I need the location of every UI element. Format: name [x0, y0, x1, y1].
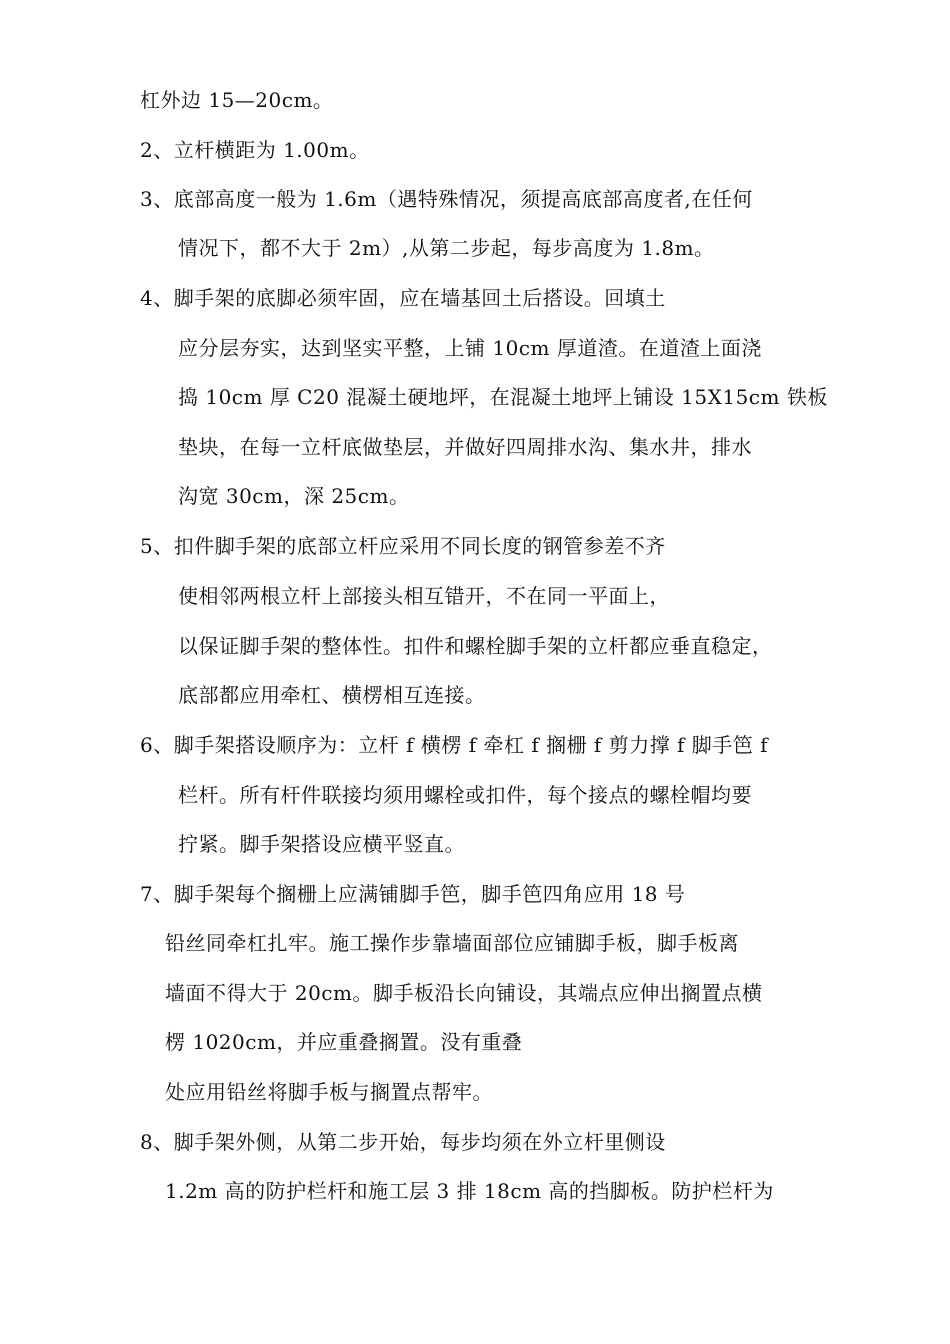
text-line: 以保证脚手架的整体性。扣件和螺栓脚手架的立杆都应垂直稳定，	[178, 634, 773, 658]
text-line: 处应用铅丝将脚手板与搁置点帮牢。	[165, 1080, 493, 1104]
text-line: 应分层夯实，达到坚实平整，上铺 10cm 厚道渣。在道渣上面浇	[178, 336, 762, 360]
text-line: 3、底部高度一般为 1.6m（遇特殊情况，须提高底部高度者,在任何	[140, 187, 753, 211]
text-line: 拧紧。脚手架搭设应横平竖直。	[178, 832, 465, 856]
text-line: 8、脚手架外侧，从第二步开始，每步均须在外立杆里侧设	[140, 1130, 666, 1154]
text-line: 4、脚手架的底脚必须牢固，应在墙基回土后搭设。回填土	[140, 286, 666, 310]
text-line: 6、脚手架搭设顺序为：立杆 f 横楞 f 牵杠 f 搁栅 f 剪力撑 f 脚手笆 f	[140, 733, 769, 757]
text-line: 使相邻两根立杆上部接头相互错开，不在同一平面上，	[178, 584, 670, 608]
text-line: 铅丝同牵杠扎牢。施工操作步靠墙面部位应铺脚手板，脚手板离	[165, 931, 739, 955]
text-line: 2、立杆横距为 1.00m。	[140, 138, 370, 162]
text-line: 沟宽 30cm，深 25cm。	[178, 484, 410, 508]
text-line: 捣 10cm 厚 C20 混凝土硬地坪，在混凝土地坪上铺设 15X15cm 铁板	[178, 385, 828, 409]
text-line: 5、扣件脚手架的底部立杆应采用不同长度的钢管参差不齐	[140, 534, 666, 558]
text-line: 7、脚手架每个搁栅上应满铺脚手笆，脚手笆四角应用 18 号	[140, 882, 686, 906]
text-line: 垫块，在每一立杆底做垫层，并做好四周排水沟、集水井，排水	[178, 435, 752, 459]
text-line: 情况下，都不大于 2m）,从第二步起，每步高度为 1.8m。	[178, 236, 715, 260]
text-line: 栏杆。所有杆件联接均须用螺栓或扣件，每个接点的螺栓帽均要	[178, 783, 752, 807]
text-line: 楞 1020cm，并应重叠搁置。没有重叠	[165, 1030, 523, 1054]
text-line: 墙面不得大于 20cm。脚手板沿长向铺设，其端点应伸出搁置点横	[165, 981, 763, 1005]
text-line: 底部都应用牵杠、横楞相互连接。	[178, 683, 486, 707]
text-line: 杠外边 15—20cm。	[140, 88, 334, 112]
text-line: 1.2m 高的防护栏杆和施工层 3 排 18cm 高的挡脚板。防护栏杆为	[165, 1179, 774, 1203]
